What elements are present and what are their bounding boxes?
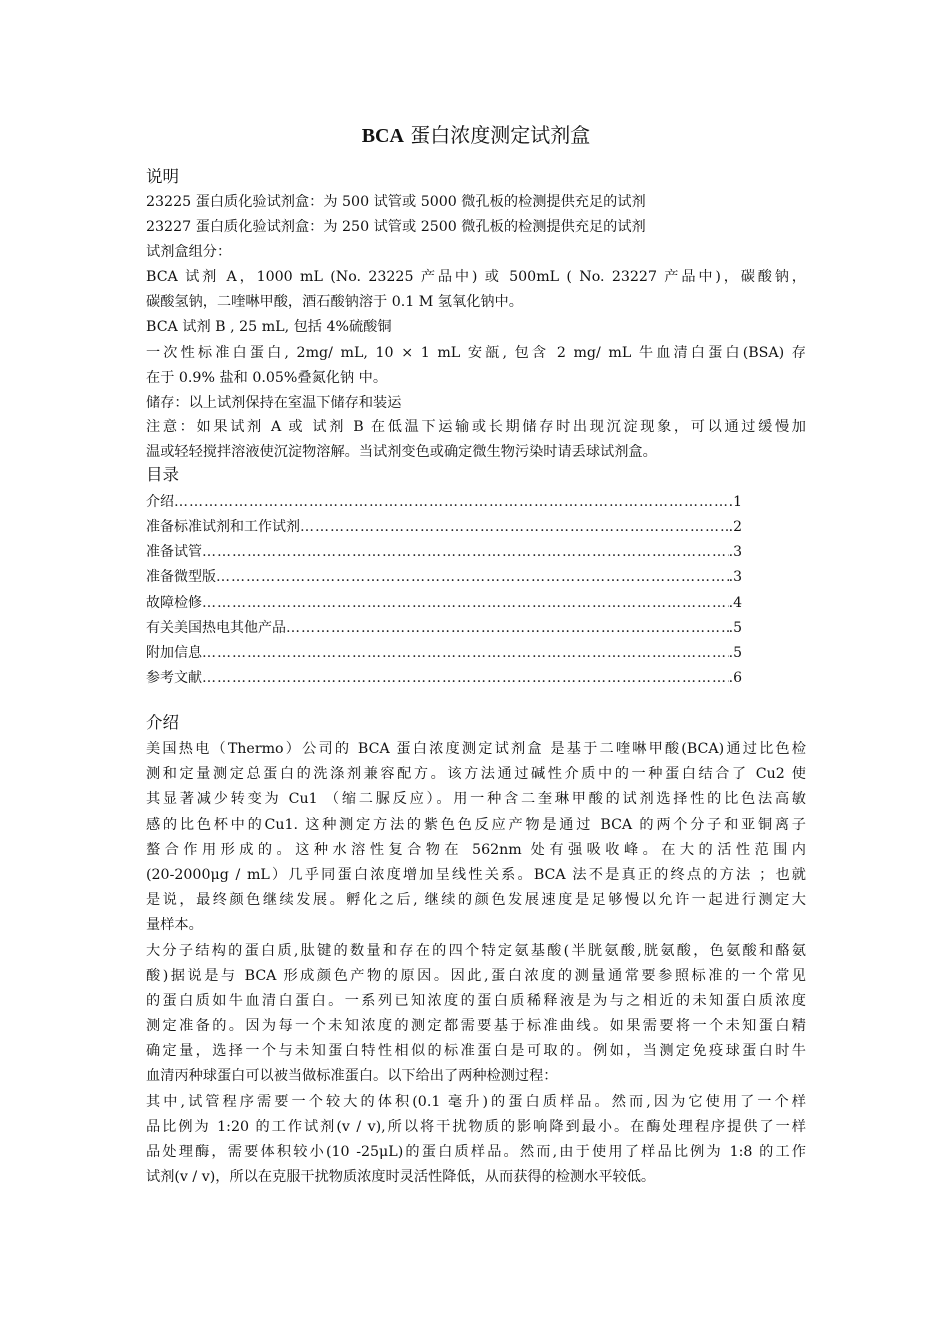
intro-line: 是说，最终颜色继续发展。孵化之后, 继续的颜色发展速度是足够慢以允许一起进行测定大 (146, 892, 806, 908)
toc-entry-additional-info[interactable] (146, 641, 742, 665)
intro-line: 美国热电（Thermo）公司的 BCA 蛋白浓度测定试剂盒 是基于二喹啉甲酸(BCA)通过比色检 (146, 741, 806, 757)
section-heading-contents: 目录 (146, 465, 179, 484)
intro-line: 大分子结构的蛋白质,肽键的数量和存在的四个特定氨基酸(半胱氨酸,胱氨酸，色氨酸和酪氨 (146, 943, 806, 959)
document-title (146, 120, 806, 151)
toc-page: .3 (728, 569, 742, 585)
description-line: 试剂盒组分： (146, 244, 232, 260)
toc-page: .5 (728, 620, 742, 636)
toc-label: 故障检修 (146, 595, 202, 611)
description-line: 碳酸氢钠，二喹啉甲酸，酒石酸钠溶于 0.1 M 氢氧化钠中。 (146, 294, 523, 310)
intro-line: 感的比色杯中的Cu1. 这种测定方法的紫色色反应产物是通过 BCA 的两个分子和亚铜离子 (146, 817, 806, 833)
intro-line: 品比例为 1:20 的工作试剂(v / v),所以将干扰物质的影响降到最小。在酶处理程序提供了一样 (146, 1119, 806, 1135)
title-text: 蛋白浓度测定试剂盒 (403, 123, 591, 147)
intro-line: 量样本。 (146, 917, 203, 933)
toc-leader (202, 591, 729, 615)
toc-label: 参考文献 (146, 670, 202, 686)
intro-line: 的蛋白质如牛血清白蛋白。一系列已知浓度的蛋白质稀释液是为与之相近的未知蛋白质浓度 (146, 993, 806, 1009)
intro-line: 血清丙种球蛋白可以被当做标准蛋白。以下给出了两种检测过程： (146, 1068, 558, 1084)
description-line: 注意：如果试剂 A 或 试剂 B 在低温下运输或长期储存时出现沉淀现象，可以通过缓慢加 (146, 419, 806, 435)
section-heading-description: 说明 (146, 167, 179, 186)
toc-leader (202, 540, 729, 564)
intro-line: 测定准备的。因为每一个未知浓度的测定都需要基于标准曲线。如果需要将一个未知蛋白精 (146, 1018, 806, 1034)
intro-line: 其中,试管程序需要一个较大的体积(0.1 毫升)的蛋白质样品。然而,因为它使用了一个样 (146, 1094, 806, 1110)
toc-page: .5 (728, 645, 742, 661)
toc-leader (286, 616, 729, 640)
description-line: BCA 试剂 A，1000 mL (No. 23225 产品中) 或 500mL ( No. 23227 产品中)，碳酸钠， (146, 269, 806, 285)
toc-label: 准备标准试剂和工作试剂 (146, 519, 300, 535)
toc-entry-references[interactable] (146, 666, 742, 690)
description-line: 23227 蛋白质化验试剂盒：为 250 试管或 2500 微孔板的检测提供充足的试剂 (146, 219, 646, 235)
intro-line: 确定量，选择一个与未知蛋白特性相似的标准蛋白是可取的。例如，当测定免疫球蛋白时牛 (146, 1043, 806, 1059)
toc-entry-products[interactable] (146, 616, 742, 640)
intro-line: (20-2000μg / mL）几乎同蛋白浓度增加呈线性关系。BCA 法不是真正的终点的方法 ；也就 (146, 867, 806, 883)
toc-entry-reagents[interactable] (146, 515, 742, 539)
intro-line: 品处理酶，需要体积较小(10 -25μL)的蛋白质样品。然而,由于使用了样品比例为 1:8 的工作 (146, 1144, 806, 1160)
toc-entry-troubleshooting[interactable] (146, 591, 742, 615)
toc-leader (202, 641, 729, 665)
toc-page: .3 (728, 544, 742, 560)
toc-label: 准备试管 (146, 544, 202, 560)
description-line: 储存：以上试剂保持在室温下储存和装运 (146, 395, 402, 411)
description-line: 一次性标准白蛋白, 2mg/ mL, 10 × 1 mL 安瓿, 包含 2 mg/ mL 牛血清白蛋白(BSA) 存 (146, 345, 806, 361)
description-line: 23225 蛋白质化验试剂盒：为 500 试管或 5000 微孔板的检测提供充足的试剂 (146, 194, 646, 210)
description-line: BCA 试剂 B , 25 mL, 包括 4%硫酸铜 (146, 319, 392, 335)
toc-leader (174, 490, 729, 514)
section-heading-intro: 介绍 (146, 713, 179, 732)
toc-page: .1 (728, 494, 742, 510)
toc-leader (216, 565, 729, 589)
toc-leader (202, 666, 729, 690)
intro-line: 螯合作用形成的。这种水溶性复合物在 562nm 处有强吸收峰。在大的活性范围内 (146, 842, 806, 858)
toc-entry-intro[interactable] (146, 490, 742, 514)
toc-page: .6 (728, 670, 742, 686)
description-line: 温或轻轻搅拌溶液使沉淀物溶解。当试剂变色或确定微生物污染时请丢球试剂盒。 (146, 444, 657, 460)
intro-line: 酸)据说是与 BCA 形成颜色产物的原因。因此,蛋白浓度的测量通常要参照标准的一个常见 (146, 968, 806, 984)
intro-line: 测和定量测定总蛋白的洗涤剂兼容配方。该方法通过碱性介质中的一种蛋白结合了 Cu2 使 (146, 766, 806, 782)
intro-line: 其显著减少转变为 Cu1 （缩二脲反应）。用一种含二奎琳甲酸的试剂选择性的比色法高敏 (146, 791, 806, 807)
toc-entry-microplate[interactable] (146, 565, 742, 589)
title-acronym: BCA (361, 125, 404, 147)
toc-page: .4 (728, 595, 742, 611)
toc-label: 介绍 (146, 494, 174, 510)
toc-label: 准备微型版 (146, 569, 216, 585)
toc-page: .2 (728, 519, 742, 535)
toc-leader (300, 515, 729, 539)
description-line: 在于 0.9% 盐和 0.05%叠氮化钠 中。 (146, 370, 388, 386)
intro-line: 试剂(v / v)，所以在克服干扰物质浓度时灵活性降低，从而获得的检测水平较低。 (146, 1169, 656, 1185)
toc-entry-tubes[interactable] (146, 540, 742, 564)
toc-label: 附加信息 (146, 645, 202, 661)
toc-label: 有关美国热电其他产品 (146, 620, 286, 636)
